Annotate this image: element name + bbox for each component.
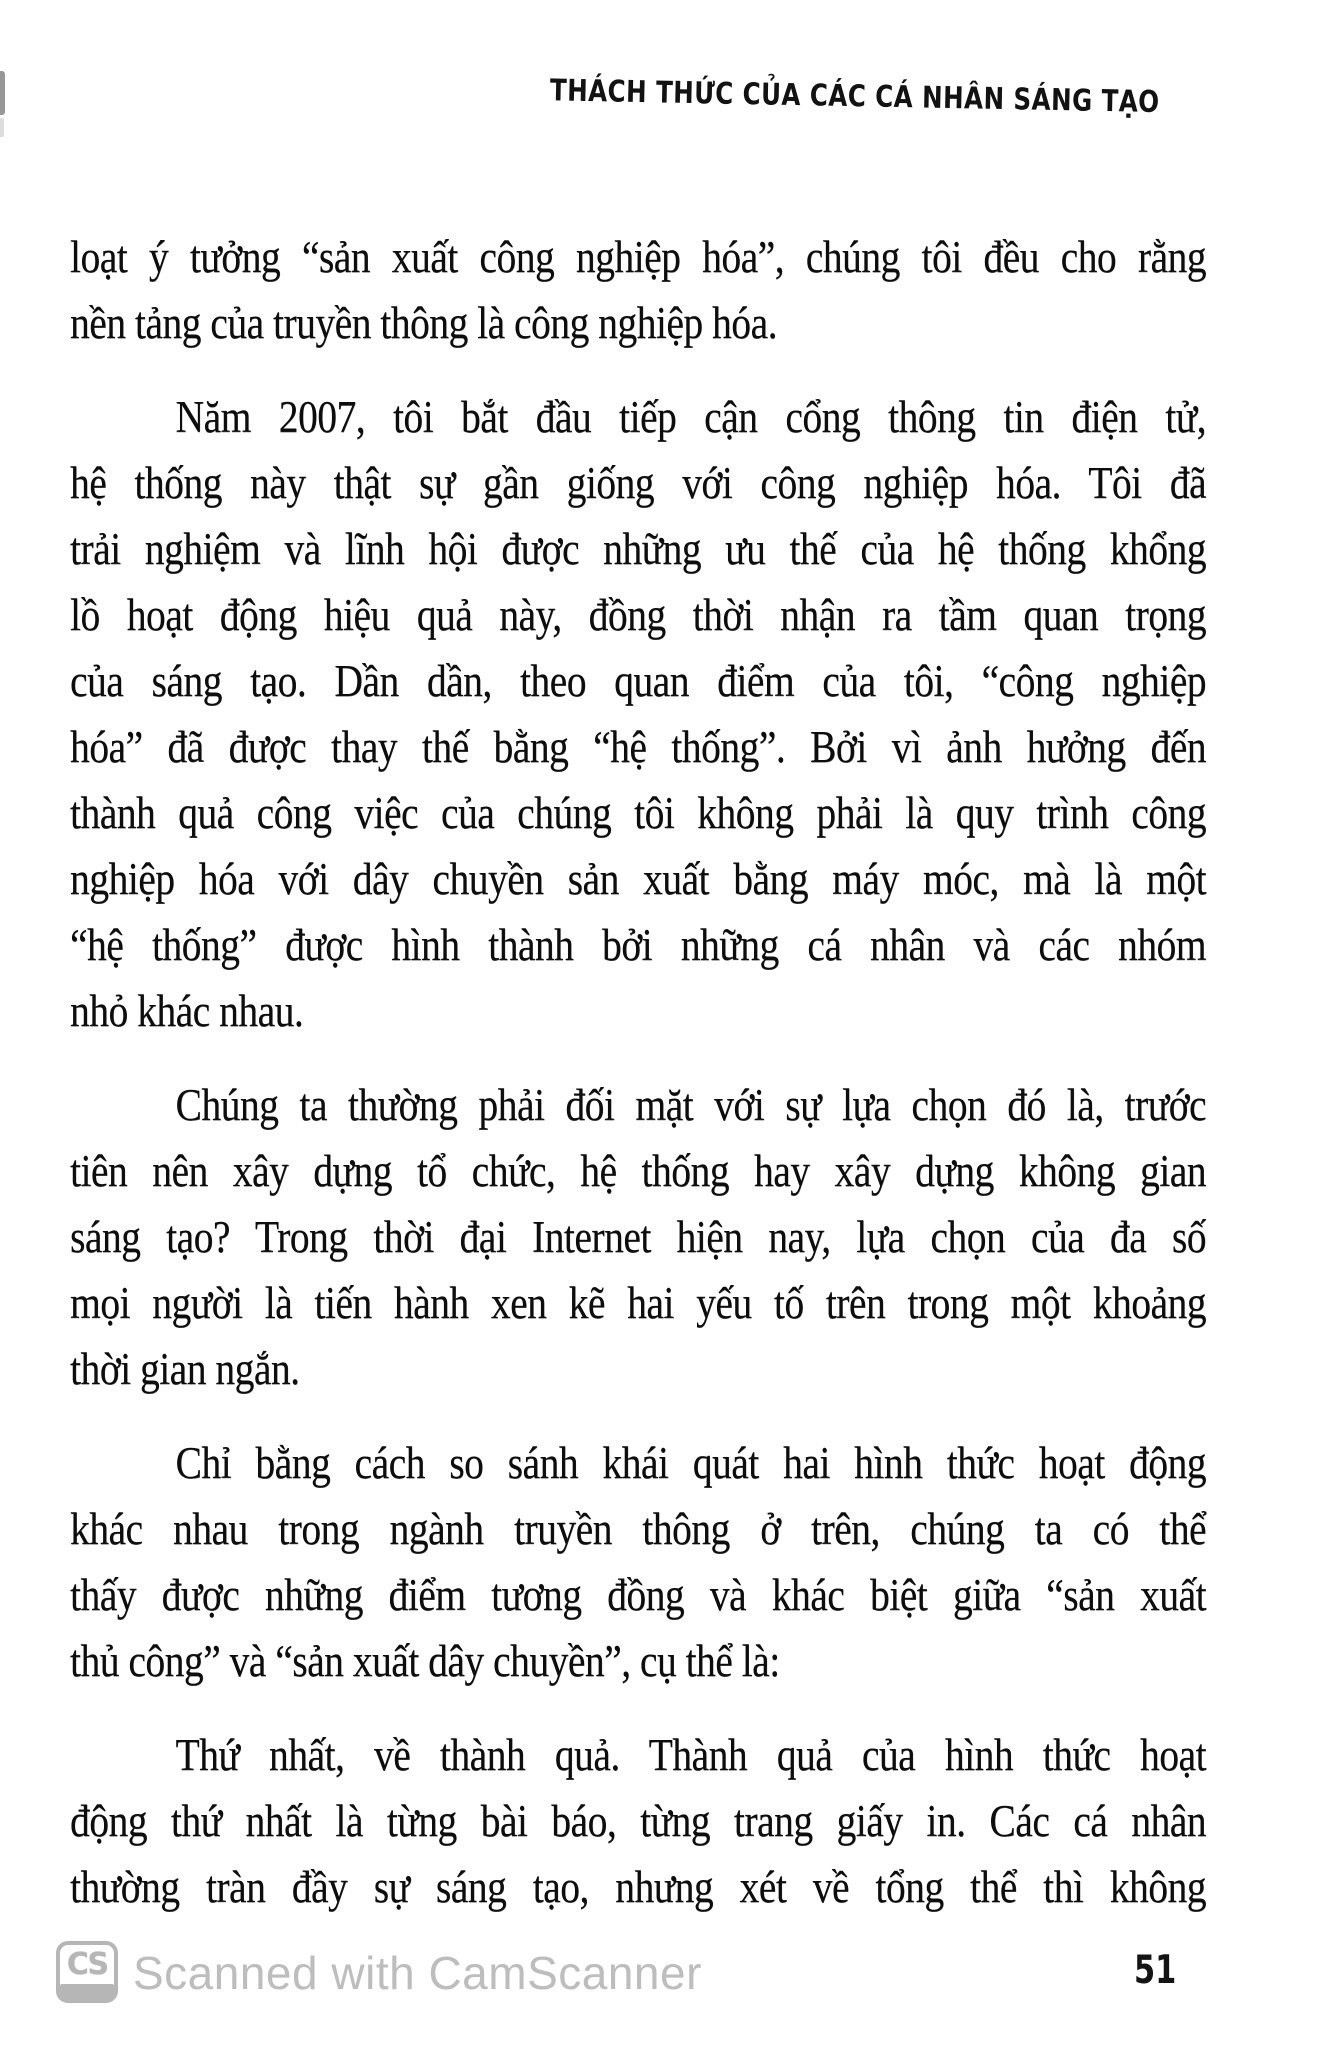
paragraph: [70, 384, 1206, 1044]
text-line: thủ công” và “sản xuất dây chuyền”, cụ thể là:: [70, 1636, 780, 1686]
text-line: Chúng ta thường phải đối mặt với sự lựa chọn đó là, trước: [175, 1080, 1207, 1130]
paragraph: [70, 1072, 1206, 1402]
text-line: hóa” đã được thay thế bằng “hệ thống”. Bởi vì ảnh hưởng đến: [70, 722, 1207, 772]
text-line: Thứ nhất, về thành quả. Thành quả của hình thức hoạt: [175, 1730, 1207, 1780]
running-head-title: THÁCH THỨC CỦA CÁC CÁ NHÂN SÁNG TẠO: [550, 73, 1161, 120]
text-line: thường tràn đầy sự sáng tạo, nhưng xét về tổng thể thì không: [70, 1862, 1207, 1912]
paragraph: [70, 1430, 1206, 1694]
text-line: nhỏ khác nhau.: [70, 986, 304, 1036]
paragraph: [70, 1722, 1206, 1920]
paragraph: [70, 224, 1206, 356]
camscanner-cs-badge: CS: [66, 1947, 108, 1982]
text-line: loạt ý tưởng “sản xuất công nghiệp hóa”, chúng tôi đều cho rằng: [70, 232, 1207, 282]
body-text-block: [70, 224, 1206, 1920]
text-line: thấy được những điểm tương đồng và khác biệt giữa “sản xuất: [70, 1570, 1207, 1620]
text-line: của sáng tạo. Dần dần, theo quan điểm của tôi, “công nghiệp: [70, 656, 1207, 706]
camscanner-logo-base: [60, 1984, 114, 1999]
text-line: tiên nên xây dựng tổ chức, hệ thống hay xây dựng không gian: [70, 1146, 1207, 1196]
text-line: hệ thống này thật sự gần giống với công nghiệp hóa. Tôi đã: [70, 458, 1207, 508]
camscanner-watermark-label: Scanned with CamScanner: [133, 1947, 702, 1999]
text-line: thời gian ngắn.: [70, 1344, 300, 1394]
scan-edge-artifact: [0, 118, 4, 137]
text-line: Năm 2007, tôi bắt đầu tiếp cận cổng thông tin điện tử,: [175, 392, 1207, 442]
text-line: mọi người là tiến hành xen kẽ hai yếu tố trên trong một khoảng: [70, 1278, 1207, 1328]
text-line: lồ hoạt động hiệu quả này, đồng thời nhận ra tầm quan trọng: [70, 590, 1207, 640]
text-line: khác nhau trong ngành truyền thông ở trên, chúng ta có thể: [70, 1504, 1207, 1554]
text-line: nền tảng của truyền thông là công nghiệp hóa.: [70, 298, 777, 348]
text-line: nghiệp hóa với dây chuyền sản xuất bằng máy móc, mà là một: [70, 854, 1207, 904]
text-line: “hệ thống” được hình thành bởi những cá nhân và các nhóm: [70, 920, 1207, 970]
text-line: sáng tạo? Trong thời đại Internet hiện nay, lựa chọn của đa số: [70, 1212, 1207, 1262]
text-line: trải nghiệm và lĩnh hội được những ưu thế của hệ thống khổng: [70, 524, 1207, 574]
scan-edge-artifact: [0, 71, 5, 115]
text-line: động thứ nhất là từng bài báo, từng trang giấy in. Các cá nhân: [70, 1796, 1207, 1846]
page-number: 51: [1134, 1948, 1177, 1993]
text-line: thành quả công việc của chúng tôi không phải là quy trình công: [70, 788, 1207, 838]
text-line: Chỉ bằng cách so sánh khái quát hai hình thức hoạt động: [175, 1438, 1207, 1488]
camscanner-logo-icon: [56, 1941, 118, 2003]
